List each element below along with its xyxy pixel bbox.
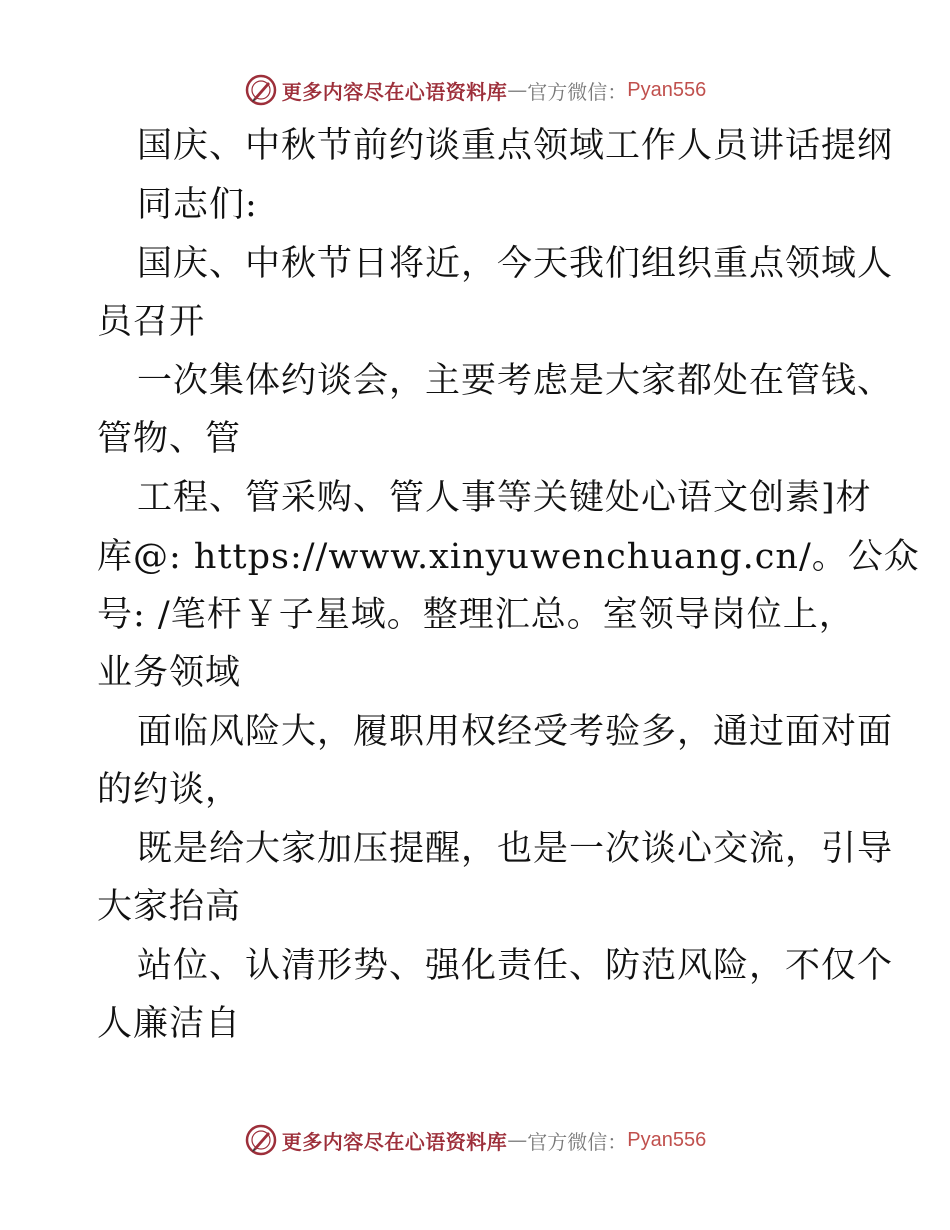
body-line: 库@: https://www.xinyuwenchuang.cn/。公众 (97, 537, 920, 577)
body-line: 既是给大家加压提醒，也是一次谈心交流，引导 (137, 829, 894, 869)
footer-watermark-label: 官方微信： (527, 1129, 628, 1154)
body-line: 大家抬高 (97, 887, 242, 927)
footer-wechat-id: Pyan556 (627, 1128, 707, 1151)
header-watermark-text: 更多内容尽在心语资料库 (281, 79, 508, 104)
pen-logo-icon (244, 1123, 278, 1157)
body-line: 国庆、中秋节日将近，今天我们组织重点领域人 (137, 244, 894, 284)
body-line: 一次集体约谈会，主要考虑是大家都处在管钱、 (137, 361, 894, 401)
footer-watermark (0, 1120, 950, 1160)
header-wechat-id: Pyan556 (627, 78, 707, 101)
header-watermark-separator: — (507, 78, 528, 102)
pen-logo-icon (244, 73, 278, 107)
body-line: 员召开 (97, 302, 206, 342)
footer-watermark-text: 更多内容尽在心语资料库 (281, 1129, 508, 1154)
body-line: 站位、认清形势、强化责任、防范风险，不仅个 (137, 946, 894, 986)
body-line: 人廉洁自 (97, 1004, 242, 1044)
body-line: 面临风险大，履职用权经受考验多，通过面对面 (137, 712, 894, 752)
header-watermark-label: 官方微信： (527, 79, 628, 104)
footer-watermark-separator: — (507, 1128, 528, 1152)
body-line: 工程、管采购、管人事等关键处心语文创素]材 (137, 478, 872, 518)
body-line: 管物、管 (97, 419, 242, 459)
body-line: 号: /笔杆￥子星域。整理汇总。室领导岗位上， (97, 595, 855, 635)
document-title: 国庆、中秋节前约谈重点领域工作人员讲话提纲 (137, 126, 894, 166)
body-line: 业务领域 (97, 653, 242, 693)
salutation: 同志们: (137, 185, 258, 225)
header-watermark (0, 70, 950, 110)
body-line: 的约谈， (97, 770, 242, 810)
